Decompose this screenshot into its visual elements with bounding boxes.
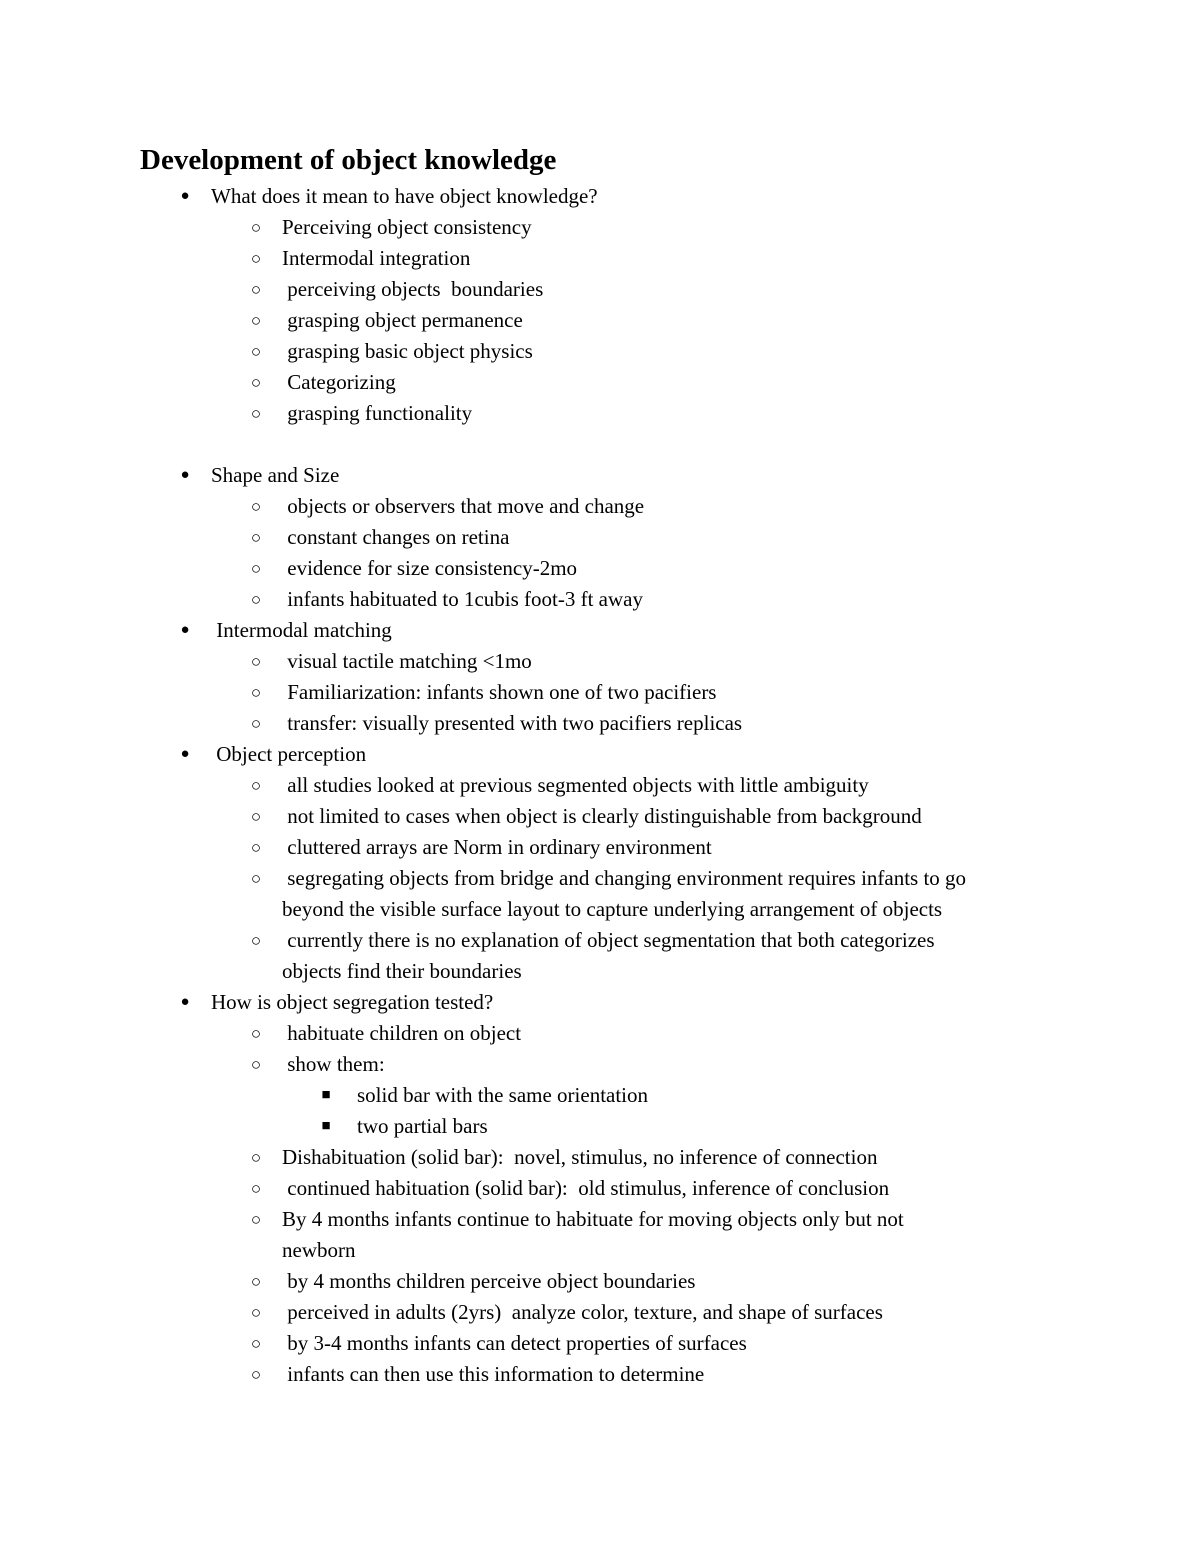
list-item-level-2 <box>0 1359 1200 1390</box>
list-item-text: all studies looked at previous segmented objects with little ambiguity <box>282 773 869 797</box>
list-item-text: grasping basic object physics <box>282 339 533 363</box>
list-item-level-1 <box>0 460 1200 491</box>
hollow-circle-bullet-icon: ○ <box>250 311 262 330</box>
filled-circle-bullet-icon: ● <box>180 467 190 483</box>
list-item-level-2 <box>0 832 1200 863</box>
list-item-level-2 <box>0 398 1200 429</box>
hollow-circle-bullet-icon: ○ <box>250 1365 262 1384</box>
hollow-circle-bullet-icon: ○ <box>250 1179 262 1198</box>
list-item-text: perceiving objects boundaries <box>282 277 544 301</box>
list-item-text: segregating objects from bridge and changing environment requires infants to go <box>282 866 967 890</box>
filled-square-bullet-icon: ■ <box>321 1087 331 1103</box>
hollow-circle-bullet-icon: ○ <box>250 1055 262 1074</box>
list-item-text: Intermodal integration <box>282 246 471 270</box>
list-item-level-2 <box>0 646 1200 677</box>
list-item-level-2 <box>0 305 1200 336</box>
list-item-text: How is object segregation tested? <box>211 990 494 1014</box>
list-item-text: What does it mean to have object knowledge? <box>211 184 598 208</box>
list-item-level-2 <box>0 1297 1200 1328</box>
list-item-level-2 <box>0 925 1200 956</box>
list-item-text: newborn <box>282 1238 356 1262</box>
hollow-circle-bullet-icon: ○ <box>250 1148 262 1167</box>
list-item-level-2 <box>0 1049 1200 1080</box>
hollow-circle-bullet-icon: ○ <box>250 342 262 361</box>
hollow-circle-bullet-icon: ○ <box>250 1272 262 1291</box>
list-item-level-2 <box>0 770 1200 801</box>
list-item-text: not limited to cases when object is clearly distinguishable from background <box>282 804 922 828</box>
hollow-circle-bullet-icon: ○ <box>250 373 262 392</box>
list-item-level-1 <box>0 181 1200 212</box>
list-item-text: Familiarization: infants shown one of two pacifiers <box>282 680 717 704</box>
list-item-level-2 <box>0 584 1200 615</box>
hollow-circle-bullet-icon: ○ <box>250 497 262 516</box>
list-item-text: currently there is no explanation of object segmentation that both categorizes <box>282 928 935 952</box>
list-item-text: Shape and Size <box>211 463 340 487</box>
list-item-level-2 <box>0 801 1200 832</box>
hollow-circle-bullet-icon: ○ <box>250 807 262 826</box>
list-item-level-1 <box>0 987 1200 1018</box>
hollow-circle-bullet-icon: ○ <box>250 249 262 268</box>
list-item-level-2 <box>0 708 1200 739</box>
list-item-text: two partial bars <box>357 1114 488 1138</box>
hollow-circle-bullet-icon: ○ <box>250 869 262 888</box>
list-item-level-2 <box>0 1173 1200 1204</box>
list-item-text: by 3-4 months infants can detect properties of surfaces <box>282 1331 747 1355</box>
hollow-circle-bullet-icon: ○ <box>250 776 262 795</box>
list-item-text: transfer: visually presented with two pacifiers replicas <box>282 711 743 735</box>
list-item-text: show them: <box>282 1052 385 1076</box>
hollow-circle-bullet-icon: ○ <box>250 1024 262 1043</box>
list-item-level-2 <box>0 1204 1200 1235</box>
list-item-continuation <box>0 894 1200 925</box>
hollow-circle-bullet-icon: ○ <box>250 404 262 423</box>
list-item-text: solid bar with the same orientation <box>357 1083 649 1107</box>
list-item-text: Object perception <box>211 742 367 766</box>
list-item-level-2 <box>0 1328 1200 1359</box>
filled-circle-bullet-icon: ● <box>180 622 190 638</box>
list-item-level-3 <box>0 1080 1200 1111</box>
list-item-text: by 4 months children perceive object boundaries <box>282 1269 696 1293</box>
document-title: Development of object knowledge <box>140 144 557 176</box>
list-item-text: infants habituated to 1cubis foot-3 ft away <box>282 587 643 611</box>
hollow-circle-bullet-icon: ○ <box>250 838 262 857</box>
hollow-circle-bullet-icon: ○ <box>250 280 262 299</box>
hollow-circle-bullet-icon: ○ <box>250 683 262 702</box>
hollow-circle-bullet-icon: ○ <box>250 559 262 578</box>
list-item-level-2 <box>0 553 1200 584</box>
list-item-text: grasping object permanence <box>282 308 523 332</box>
list-item-level-3 <box>0 1111 1200 1142</box>
hollow-circle-bullet-icon: ○ <box>250 590 262 609</box>
list-item-text: Perceiving object consistency <box>282 215 532 239</box>
filled-circle-bullet-icon: ● <box>180 994 190 1010</box>
list-item-text: objects or observers that move and change <box>282 494 645 518</box>
hollow-circle-bullet-icon: ○ <box>250 528 262 547</box>
hollow-circle-bullet-icon: ○ <box>250 218 262 237</box>
list-item-level-2 <box>0 367 1200 398</box>
list-item-level-2 <box>0 1266 1200 1297</box>
list-item-level-2 <box>0 212 1200 243</box>
list-item-level-2 <box>0 1018 1200 1049</box>
list-item-text: infants can then use this information to determine <box>282 1362 705 1386</box>
list-item-level-2 <box>0 522 1200 553</box>
list-item-text: Dishabituation (solid bar): novel, stimulus, no inference of connection <box>282 1145 878 1169</box>
list-item-text: visual tactile matching <1mo <box>282 649 532 673</box>
list-item-level-2 <box>0 677 1200 708</box>
hollow-circle-bullet-icon: ○ <box>250 931 262 950</box>
list-item-text: grasping functionality <box>282 401 473 425</box>
list-item-level-2 <box>0 243 1200 274</box>
list-item-level-2 <box>0 336 1200 367</box>
notes-outline <box>0 181 1200 1390</box>
list-item-level-2 <box>0 1142 1200 1173</box>
list-item-level-2 <box>0 491 1200 522</box>
hollow-circle-bullet-icon: ○ <box>250 714 262 733</box>
filled-circle-bullet-icon: ● <box>180 188 190 204</box>
list-item-level-1 <box>0 615 1200 646</box>
list-item-level-2 <box>0 274 1200 305</box>
hollow-circle-bullet-icon: ○ <box>250 1210 262 1229</box>
list-item-text: objects find their boundaries <box>282 959 522 983</box>
filled-circle-bullet-icon: ● <box>180 746 190 762</box>
list-item-continuation <box>0 956 1200 987</box>
list-item-text: By 4 months infants continue to habituate for moving objects only but not <box>282 1207 904 1231</box>
list-item-text: Categorizing <box>282 370 396 394</box>
list-item-continuation <box>0 1235 1200 1266</box>
list-item-text: habituate children on object <box>282 1021 522 1045</box>
hollow-circle-bullet-icon: ○ <box>250 652 262 671</box>
list-item-text: constant changes on retina <box>282 525 510 549</box>
list-item-text: Intermodal matching <box>211 618 392 642</box>
list-item-level-2 <box>0 863 1200 894</box>
list-item-text: continued habituation (solid bar): old stimulus, inference of conclusion <box>282 1176 890 1200</box>
list-item-level-1 <box>0 739 1200 770</box>
list-item-text: evidence for size consistency-2mo <box>282 556 578 580</box>
hollow-circle-bullet-icon: ○ <box>250 1334 262 1353</box>
list-item-text: perceived in adults (2yrs) analyze color, texture, and shape of surfaces <box>282 1300 883 1324</box>
list-item-text: cluttered arrays are Norm in ordinary environment <box>282 835 712 859</box>
list-item-text: beyond the visible surface layout to capture underlying arrangement of objects <box>282 897 943 921</box>
filled-square-bullet-icon: ■ <box>321 1118 331 1134</box>
hollow-circle-bullet-icon: ○ <box>250 1303 262 1322</box>
